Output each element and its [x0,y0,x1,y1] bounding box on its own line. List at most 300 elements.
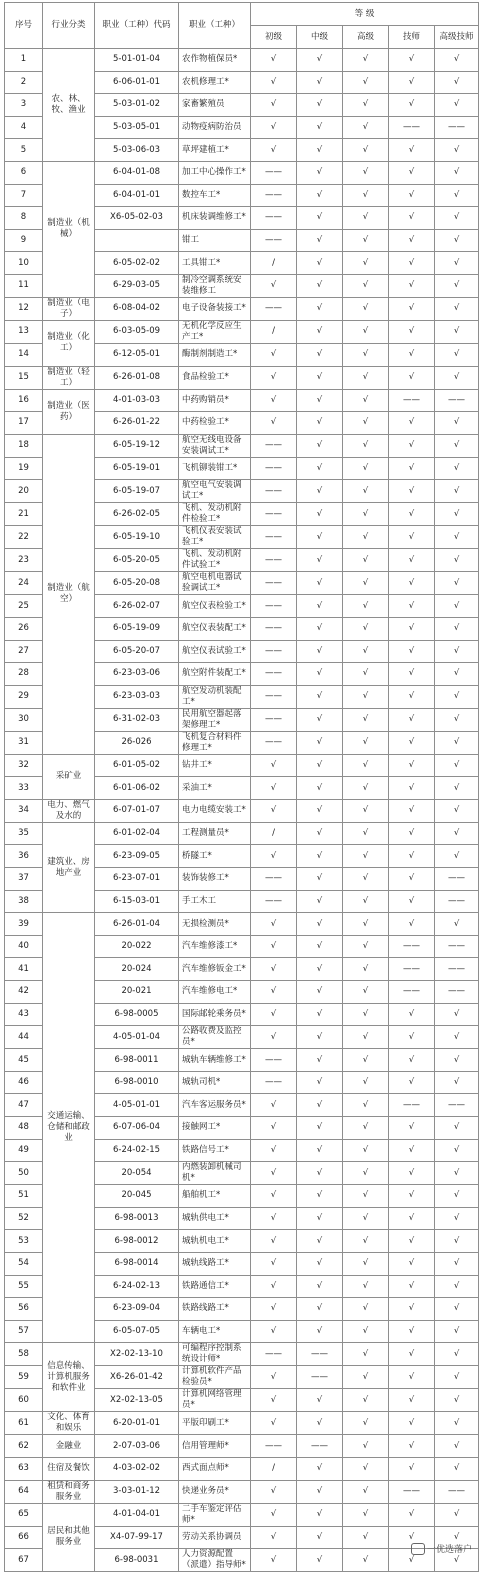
occupation-name: 汽车维修漆工* [179,935,251,958]
level-cell: √ [435,663,479,686]
level-cell: √ [435,1343,479,1366]
level-cell: √ [389,297,435,320]
occupation-name: 接触网工* [179,1117,251,1140]
occupation-code: 6-26-02-07 [95,595,179,618]
level-cell: √ [389,71,435,94]
level-cell: √ [389,640,435,663]
level-cell: √ [435,845,479,868]
level-cell: √ [251,412,297,435]
level-cell: √ [389,1343,435,1366]
level-cell: √ [389,457,435,480]
level-cell: √ [435,731,479,754]
level-cell: √ [389,1026,435,1049]
row-number: 6 [5,161,43,184]
row-number: 65 [5,1503,43,1526]
level-cell: √ [435,1435,479,1458]
level-cell: √ [435,207,479,230]
row-number: 18 [5,434,43,457]
level-cell: √ [343,617,389,640]
row-number: 24 [5,572,43,595]
row-number: 56 [5,1298,43,1321]
level-cell: √ [435,71,479,94]
level-cell: √ [389,617,435,640]
level-cell: √ [389,1549,435,1572]
level-cell: √ [297,890,343,913]
level-cell: √ [251,1549,297,1572]
table-row [5,1412,479,1435]
level-cell: √ [389,252,435,275]
level-cell: √ [343,139,389,162]
level-cell: √ [435,480,479,503]
level-cell: √ [297,1503,343,1526]
occupation-code: 6-05-19-10 [95,526,179,549]
level-cell: √ [297,777,343,800]
row-number: 44 [5,1026,43,1049]
row-number: 4 [5,116,43,139]
occupation-code [95,229,179,252]
occupation-code: 4-05-01-01 [95,1094,179,1117]
row-number: 38 [5,890,43,913]
level-cell: √ [343,1298,389,1321]
occupation-name: 航空电机电器试验调试工* [179,572,251,595]
row-number: 16 [5,389,43,412]
occupation-code: 6-31-02-03 [95,708,179,731]
level-cell: √ [297,1320,343,1343]
row-number: 57 [5,1320,43,1343]
occupation-name: 草坪建植工* [179,139,251,162]
row-number: 34 [5,799,43,822]
header-code: 职业（工种）代码 [95,3,179,49]
row-number: 47 [5,1094,43,1117]
level-cell: √ [343,640,389,663]
level-cell: √ [343,1503,389,1526]
occupation-name: 航空仪表检验工* [179,595,251,618]
occupation-name: 计算机网络管理员* [179,1389,251,1412]
level-cell: √ [435,595,479,618]
level-cell: √ [435,1389,479,1412]
occupation-name: 航空发动机装配工* [179,685,251,708]
level-cell: √ [389,161,435,184]
industry-cell: 电力、燃气及水的 [43,799,95,822]
level-cell: √ [435,343,479,366]
level-cell: √ [389,184,435,207]
level-cell: —— [251,708,297,731]
level-cell: √ [297,1480,343,1503]
occupation-code: 6-26-01-08 [95,366,179,389]
level-cell: √ [297,71,343,94]
level-cell: √ [435,799,479,822]
occupation-code: 5-03-05-01 [95,116,179,139]
occupation-name: 公路收费及监控员* [179,1026,251,1049]
level-cell: —— [251,161,297,184]
level-cell: √ [343,366,389,389]
level-cell: √ [435,139,479,162]
level-cell: √ [343,845,389,868]
level-cell: √ [343,1185,389,1208]
occupation-name: 城轨司机* [179,1071,251,1094]
level-cell: √ [297,913,343,936]
occupation-name: 铁路信号工* [179,1139,251,1162]
header-seq: 序号 [5,3,43,49]
level-cell: √ [297,1526,343,1549]
level-cell: √ [435,617,479,640]
level-cell: √ [343,572,389,595]
row-number: 17 [5,412,43,435]
occupation-code: 6-05-20-07 [95,640,179,663]
level-cell: √ [343,1412,389,1435]
occupation-name: 铁路线路工* [179,1298,251,1321]
level-cell: √ [389,595,435,618]
level-cell: √ [389,1389,435,1412]
level-cell: —— [435,958,479,981]
wechat-icon [411,1543,425,1555]
row-number: 60 [5,1389,43,1412]
level-cell: √ [389,1252,435,1275]
level-cell: —— [251,297,297,320]
level-cell: √ [435,549,479,572]
occupation-name: 航空无线电设备安装调试工* [179,434,251,457]
header-level: 中级 [297,26,343,49]
occupation-code: 6-98-0010 [95,1071,179,1094]
occupation-code: 6-23-09-04 [95,1298,179,1321]
level-cell: √ [389,549,435,572]
level-cell: √ [435,754,479,777]
level-cell: √ [297,526,343,549]
level-cell: √ [389,731,435,754]
occupation-name: 农作物植保员* [179,49,251,72]
occupation-name: 采油工* [179,777,251,800]
level-cell: √ [435,777,479,800]
occupation-code: 5-03-06-03 [95,139,179,162]
occupation-code: 6-01-06-02 [95,777,179,800]
occupation-name: 钻井工* [179,754,251,777]
level-cell: √ [435,822,479,845]
level-cell: √ [435,1026,479,1049]
level-cell: √ [343,1003,389,1026]
level-cell: √ [297,1162,343,1185]
industry-cell: 制造业（电子） [43,297,95,320]
level-cell: √ [297,1549,343,1572]
row-number: 46 [5,1071,43,1094]
occupation-code: X6-05-02-03 [95,207,179,230]
occupation-code: 6-05-20-05 [95,549,179,572]
level-cell: √ [297,184,343,207]
level-cell: √ [343,913,389,936]
occupation-name: 桥隧工* [179,845,251,868]
occupation-level-table [4,2,479,1572]
row-number: 40 [5,935,43,958]
row-number: 50 [5,1162,43,1185]
occupation-code: 6-98-0011 [95,1049,179,1072]
level-cell: —— [251,457,297,480]
occupation-name: 可编程序控制系统设计师* [179,1343,251,1366]
level-cell: √ [389,663,435,686]
row-number: 41 [5,958,43,981]
level-cell: √ [389,1320,435,1343]
row-number: 26 [5,617,43,640]
occupation-code: 4-01-03-03 [95,389,179,412]
occupation-code: 6-05-19-01 [95,457,179,480]
level-cell: √ [343,207,389,230]
occupation-name: 航空附件装配工* [179,663,251,686]
level-cell: √ [251,1139,297,1162]
level-cell: √ [251,1252,297,1275]
occupation-code: 6-01-05-02 [95,754,179,777]
table-row [5,913,479,936]
table-row [5,1503,479,1526]
level-cell: —— [251,890,297,913]
row-number: 54 [5,1252,43,1275]
occupation-code: 6-07-01-07 [95,799,179,822]
industry-cell: 制造业（轻工） [43,366,95,389]
level-cell: √ [343,663,389,686]
level-cell: √ [297,1298,343,1321]
level-cell: —— [251,1435,297,1458]
occupation-code: 6-04-01-08 [95,161,179,184]
occupation-code: 6-12-05-01 [95,343,179,366]
header-levels-title: 等 级 [251,3,479,26]
level-cell: √ [435,457,479,480]
row-number: 62 [5,1435,43,1458]
row-number: 2 [5,71,43,94]
level-cell: √ [435,1003,479,1026]
row-number: 27 [5,640,43,663]
level-cell: √ [435,1412,479,1435]
row-number: 29 [5,685,43,708]
level-cell: —— [435,116,479,139]
level-cell: √ [251,1207,297,1230]
level-cell: √ [297,1230,343,1253]
level-cell: √ [343,549,389,572]
occupation-name: 船舶机工* [179,1185,251,1208]
occupation-code: 6-08-04-02 [95,297,179,320]
level-cell: √ [389,1117,435,1140]
level-cell: √ [343,981,389,1004]
occupation-name: 食品检验工* [179,366,251,389]
level-cell: √ [435,1526,479,1549]
level-cell: √ [251,1389,297,1412]
header-level: 技师 [389,26,435,49]
level-cell: √ [297,822,343,845]
row-number: 51 [5,1185,43,1208]
level-cell: —— [297,1343,343,1366]
level-cell: √ [297,1275,343,1298]
occupation-code: 20-045 [95,1185,179,1208]
row-number: 49 [5,1139,43,1162]
level-cell: √ [435,1252,479,1275]
level-cell: √ [435,1071,479,1094]
level-cell: / [251,320,297,343]
level-cell: —— [389,958,435,981]
level-cell: √ [389,708,435,731]
level-cell: —— [251,1071,297,1094]
level-cell: √ [297,412,343,435]
level-cell: √ [251,366,297,389]
level-cell: √ [251,71,297,94]
row-number: 35 [5,822,43,845]
level-cell: √ [435,274,479,297]
level-cell: √ [343,1207,389,1230]
level-cell: √ [389,412,435,435]
industry-cell: 制造业（航空） [43,434,95,754]
level-cell: √ [297,799,343,822]
row-number: 64 [5,1480,43,1503]
header-level: 高级技师 [435,26,479,49]
row-number: 5 [5,139,43,162]
level-cell: √ [297,1117,343,1140]
level-cell: √ [343,1252,389,1275]
occupation-code: 6-23-09-05 [95,845,179,868]
level-cell: √ [297,343,343,366]
level-cell: √ [297,1026,343,1049]
level-cell: √ [435,1230,479,1253]
table-row [5,161,479,184]
level-cell: —— [251,685,297,708]
occupation-name: 工程测量员* [179,822,251,845]
level-cell: √ [297,389,343,412]
level-cell: —— [251,526,297,549]
table-row [5,297,479,320]
level-cell: —— [435,389,479,412]
level-cell: √ [251,1185,297,1208]
level-cell: √ [251,1230,297,1253]
level-cell: √ [343,161,389,184]
level-cell: √ [343,1480,389,1503]
level-cell: √ [297,207,343,230]
occupation-name: 中药检验工* [179,412,251,435]
industry-cell: 农、林、牧、渔业 [43,49,95,162]
row-number: 66 [5,1526,43,1549]
row-number: 11 [5,274,43,297]
industry-cell: 居民和其他服务业 [43,1503,95,1572]
occupation-name: 城轨线路工* [179,1252,251,1275]
occupation-code: 6-98-0013 [95,1207,179,1230]
level-cell: √ [343,389,389,412]
level-cell: √ [343,754,389,777]
level-cell: √ [389,890,435,913]
industry-cell: 信息传输、计算机服务和软件业 [43,1343,95,1412]
level-cell: —— [251,1343,297,1366]
row-number: 61 [5,1412,43,1435]
occupation-code: 6-05-19-09 [95,617,179,640]
level-cell: √ [389,207,435,230]
occupation-name: 数控车工* [179,184,251,207]
row-number: 39 [5,913,43,936]
level-cell: √ [297,503,343,526]
level-cell: √ [343,708,389,731]
occupation-code: 5-03-01-02 [95,94,179,117]
occupation-name: 汽车客运服务员* [179,1094,251,1117]
occupation-code: 6-26-01-04 [95,913,179,936]
occupation-code: 6-15-03-01 [95,890,179,913]
level-cell: √ [389,49,435,72]
level-cell: √ [251,1526,297,1549]
level-cell: —— [297,1366,343,1389]
row-number: 53 [5,1230,43,1253]
level-cell: √ [389,1207,435,1230]
row-number: 37 [5,868,43,891]
industry-cell: 制造业（医药） [43,389,95,434]
occupation-code: 6-04-01-01 [95,184,179,207]
occupation-name: 铁路通信工* [179,1275,251,1298]
level-cell: √ [343,1389,389,1412]
level-cell: √ [343,49,389,72]
table-row [5,1480,479,1503]
level-cell: √ [343,343,389,366]
level-cell: √ [435,640,479,663]
level-cell: √ [297,845,343,868]
occupation-name: 平版印刷工* [179,1412,251,1435]
level-cell: √ [343,1162,389,1185]
occupation-code: 6-98-0014 [95,1252,179,1275]
level-cell: √ [343,503,389,526]
occupation-name: 动物疫病防治员 [179,116,251,139]
row-number: 23 [5,549,43,572]
level-cell: √ [297,94,343,117]
level-cell: √ [297,708,343,731]
industry-cell: 制造业（化工） [43,320,95,366]
level-cell: √ [297,1071,343,1094]
table-row [5,434,479,457]
occupation-name: 手工木工 [179,890,251,913]
row-number: 10 [5,252,43,275]
level-cell: √ [297,161,343,184]
level-cell: √ [435,1049,479,1072]
level-cell: —— [251,207,297,230]
occupation-name: 信用管理师* [179,1435,251,1458]
level-cell: √ [435,685,479,708]
occupation-code: 2-07-03-06 [95,1435,179,1458]
occupation-name: 机床装调维修工* [179,207,251,230]
row-number: 12 [5,297,43,320]
occupation-name: 飞机铆装钳工* [179,457,251,480]
occupation-code: X2-02-13-05 [95,1389,179,1412]
level-cell: √ [343,799,389,822]
occupation-code: 6-05-20-08 [95,572,179,595]
level-cell: √ [297,981,343,1004]
level-cell: —— [251,731,297,754]
industry-cell: 建筑业、房地产业 [43,822,95,912]
level-cell: —— [389,116,435,139]
level-cell: √ [297,1412,343,1435]
occupation-code: 6-26-01-22 [95,412,179,435]
level-cell: √ [251,799,297,822]
level-cell: —— [251,617,297,640]
occupation-code: 6-26-02-05 [95,503,179,526]
level-cell: √ [435,1185,479,1208]
occupation-name: 装饰装修工* [179,868,251,891]
occupation-name: 中药购销员* [179,389,251,412]
table-row [5,799,479,822]
level-cell: √ [251,1275,297,1298]
level-cell: √ [251,1320,297,1343]
level-cell: √ [297,1049,343,1072]
level-cell: √ [297,457,343,480]
level-cell: √ [251,1003,297,1026]
row-number: 3 [5,94,43,117]
level-cell: √ [435,1298,479,1321]
row-number: 63 [5,1457,43,1480]
level-cell: √ [297,868,343,891]
occupation-name: 电力电缆安装工* [179,799,251,822]
table-row [5,1457,479,1480]
level-cell: √ [435,1162,479,1185]
level-cell: √ [343,1320,389,1343]
level-cell: √ [389,1162,435,1185]
row-number: 45 [5,1049,43,1072]
level-cell: √ [251,139,297,162]
row-number: 31 [5,731,43,754]
